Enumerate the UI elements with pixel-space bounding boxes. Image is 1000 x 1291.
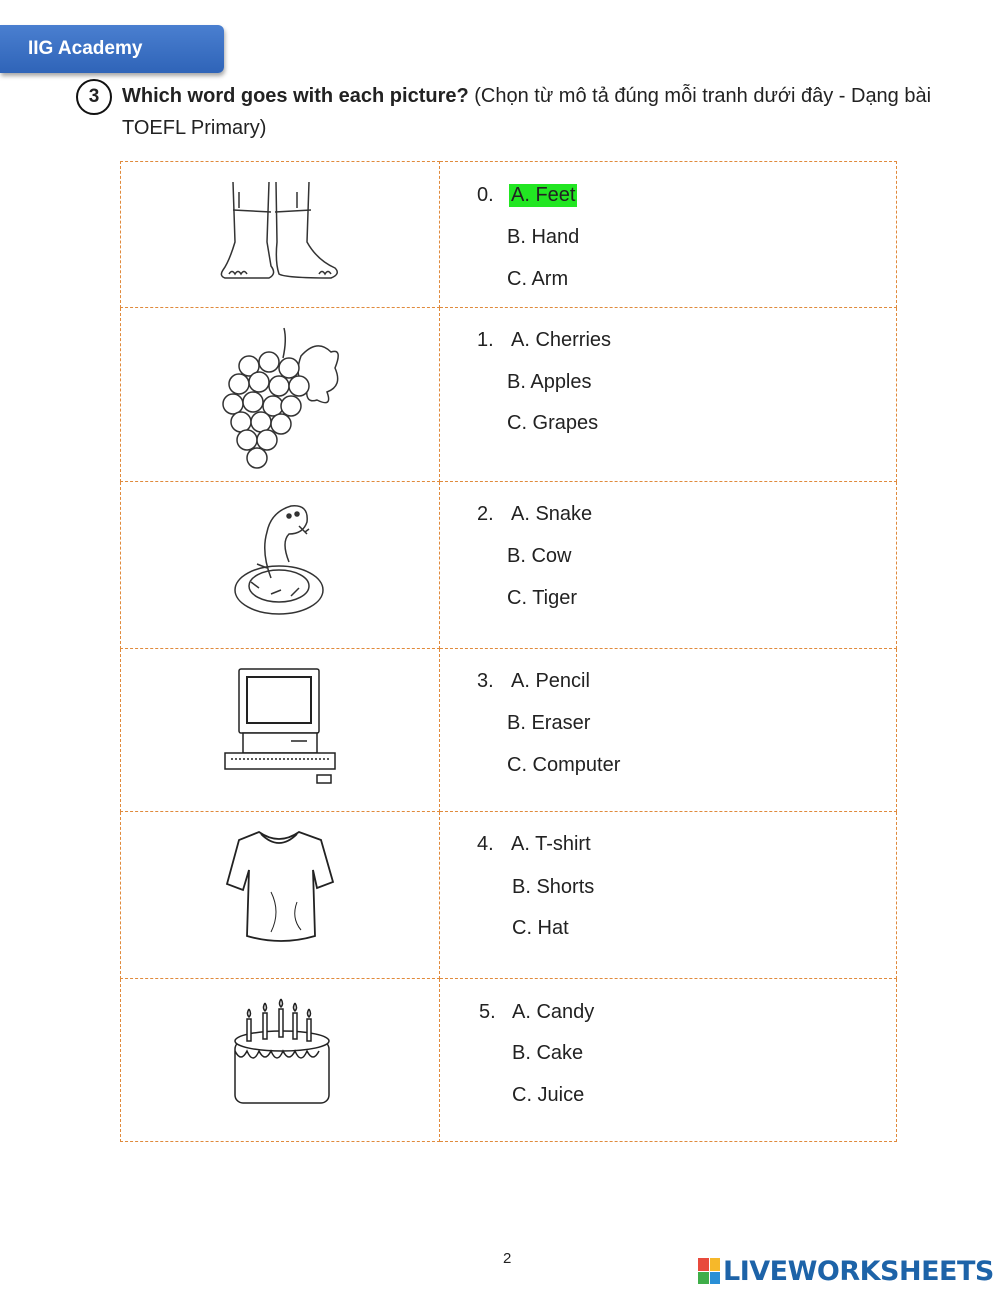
question-title-bold: Which word goes with each picture? — [122, 85, 469, 107]
option-c[interactable]: C. Juice — [512, 1084, 585, 1106]
option-b[interactable]: B. Cake — [512, 1042, 584, 1064]
liveworksheets-icon — [698, 1258, 720, 1284]
options-cell — [440, 979, 897, 1142]
item-number: 1. — [477, 329, 494, 351]
quiz-row — [121, 482, 897, 649]
option-c[interactable]: C. Tiger — [507, 587, 578, 609]
picture-cell — [121, 649, 440, 812]
item-number: 5. — [479, 1001, 496, 1023]
snake-picture — [121, 482, 439, 649]
picture-cell — [121, 812, 440, 979]
quiz-table — [120, 161, 897, 1142]
picture-cell — [121, 482, 440, 649]
tshirt-picture — [121, 812, 439, 979]
option-a[interactable]: A. Cherries — [511, 329, 612, 351]
grapes-picture — [121, 308, 439, 482]
option-b[interactable]: B. Apples — [507, 371, 592, 393]
options-cell — [440, 649, 897, 812]
option-a[interactable]: A. Pencil — [511, 670, 590, 692]
option-a[interactable]: A. Candy — [512, 1001, 595, 1023]
option-c[interactable]: C. Arm — [507, 268, 569, 290]
quiz-row — [121, 649, 897, 812]
question-title-rest: (Chọn từ mô tả đúng mỗi tranh dưới đây - Dạng bài TOEFL Primary) — [122, 85, 932, 139]
quiz-row — [121, 162, 897, 308]
quiz-row — [121, 979, 897, 1142]
liveworksheets-wordmark: LIVEWORKSHEETS — [723, 1255, 994, 1287]
picture-cell — [121, 162, 440, 308]
liveworksheets-logo — [698, 1256, 994, 1286]
cake-picture — [121, 979, 439, 1142]
computer-picture — [121, 649, 439, 812]
option-c[interactable]: C. Hat — [512, 917, 569, 939]
question-text — [122, 80, 942, 144]
option-b[interactable]: B. Cow — [507, 545, 572, 567]
option-a[interactable]: A. T-shirt — [511, 833, 591, 855]
brand-tab: IIG Academy — [0, 25, 224, 73]
question-number: 3 — [76, 79, 112, 115]
options-cell — [440, 812, 897, 979]
options-cell — [440, 162, 897, 308]
option-b[interactable]: B. Shorts — [512, 876, 595, 898]
item-number: 4. — [477, 833, 494, 855]
option-b[interactable]: B. Hand — [507, 226, 580, 248]
option-c[interactable]: C. Computer — [507, 754, 621, 776]
quiz-row — [121, 308, 897, 482]
options-cell — [440, 482, 897, 649]
item-number: 2. — [477, 503, 494, 525]
item-number: 0. — [477, 184, 494, 206]
option-a[interactable]: A. Snake — [511, 503, 593, 525]
option-c[interactable]: C. Grapes — [507, 412, 599, 434]
option-b[interactable]: B. Eraser — [507, 712, 591, 734]
options-cell — [440, 308, 897, 482]
option-a-highlighted[interactable]: A. Feet — [511, 184, 576, 206]
item-number: 3. — [477, 670, 494, 692]
feet-picture — [121, 162, 439, 308]
picture-cell — [121, 979, 440, 1142]
picture-cell — [121, 308, 440, 482]
quiz-row — [121, 812, 897, 979]
page-number: 2 — [503, 1250, 512, 1267]
